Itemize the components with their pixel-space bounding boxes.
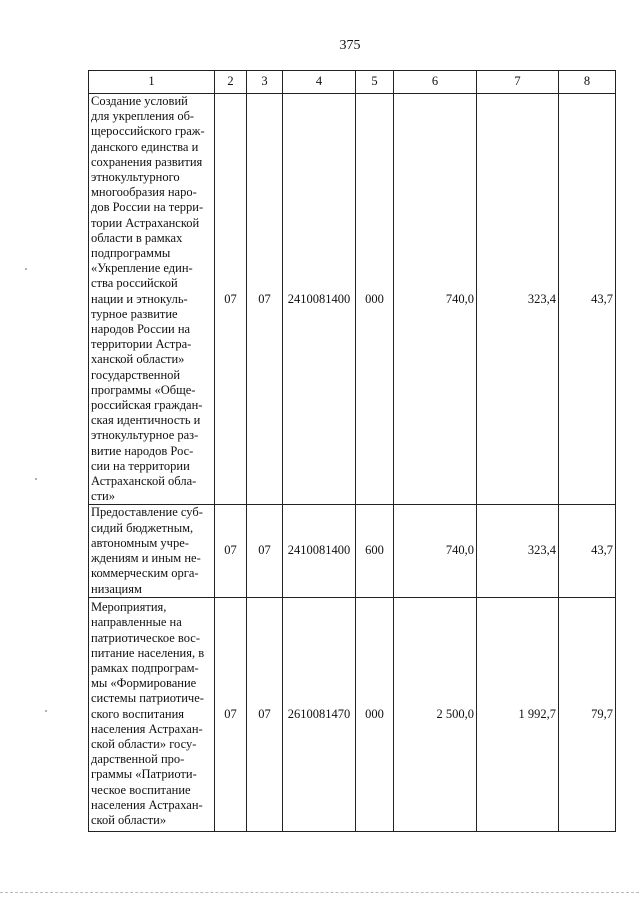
row-name-line: нации и этнокуль- (91, 291, 188, 306)
percent-cell: 43,7 (559, 505, 616, 597)
row-name-line: витие народов Рос- (91, 443, 194, 458)
row-name-cell (89, 94, 215, 505)
section-cell: 07 (215, 505, 247, 597)
scan-speck (25, 268, 27, 270)
table-row (89, 94, 616, 505)
row-name-line: питание населения, в (91, 645, 205, 660)
row-name-line: ческое воспитание (91, 782, 191, 797)
row-name-line: ской области» госу- (91, 737, 197, 751)
row-name-line: Астраханской обла- (91, 474, 197, 489)
section-cell: 07 (215, 597, 247, 831)
row-name-line: направленные на (91, 615, 182, 630)
expense-type-cell: 000 (356, 94, 394, 505)
row-name-line: автономным учре- (91, 535, 189, 550)
scan-speck (35, 478, 37, 480)
row-name-line: сидий бюджетным, (91, 520, 194, 535)
row-name-line: Создание условий (91, 94, 188, 108)
row-name-line: дов России на терри- (91, 200, 204, 215)
row-name-line: населения Астрахан- (91, 797, 203, 812)
value-cell: 2 500,0 (394, 597, 477, 831)
row-name-line: системы патриотиче- (91, 691, 204, 706)
table-row (89, 505, 616, 597)
row-name-line: «Укрепление един- (91, 261, 193, 276)
row-name-line: граммы «Патриоти- (91, 767, 197, 782)
row-name-line: сти» (91, 489, 115, 504)
subsection-cell: 07 (247, 505, 283, 597)
percent-cell: 79,7 (559, 597, 616, 831)
header-cell: 4 (283, 71, 356, 94)
target-article-cell: 2410081400 (283, 94, 356, 505)
header-cell: 3 (247, 71, 283, 94)
row-name-line: этнокультурного (91, 170, 180, 185)
row-name-line: коммерческим орга- (91, 566, 199, 581)
row-name-line: государственной (91, 367, 181, 382)
row-name-line: ства российской (91, 276, 178, 291)
header-cell: 6 (394, 71, 477, 94)
row-name-line: ского воспитания (91, 706, 185, 721)
row-name-cell (89, 597, 215, 831)
value-cell: 323,4 (477, 505, 559, 597)
scan-speck (45, 710, 47, 712)
row-name-line: турное развитие (91, 306, 178, 321)
row-name-line: подпрограммы (91, 246, 171, 261)
row-name-line: программы «Обще- (91, 382, 196, 397)
row-name-line: многообразия наро- (91, 185, 197, 200)
row-name-line: ская идентичность и (91, 413, 201, 428)
subsection-cell: 07 (247, 597, 283, 831)
section-cell: 07 (215, 94, 247, 505)
value-cell: 740,0 (394, 505, 477, 597)
row-name-line: дарственной про- (91, 752, 185, 767)
row-name-line: тории Астраханской (91, 215, 200, 230)
row-name-line: мы «Формирование (91, 676, 197, 691)
row-name-cell (89, 505, 215, 597)
header-cell: 5 (356, 71, 394, 94)
percent-cell: 43,7 (559, 94, 616, 505)
row-name-line: ской области» (91, 813, 167, 828)
row-name-line: народов России на (91, 322, 191, 337)
budget-table (88, 70, 616, 832)
value-cell: 1 992,7 (477, 597, 559, 831)
row-name-line: рамках подпрограм- (91, 660, 199, 675)
row-name-line: патриотическое вос- (91, 630, 201, 645)
scan-edge-line (0, 892, 639, 893)
row-name-line: области в рамках (91, 230, 183, 245)
value-cell: 740,0 (394, 94, 477, 505)
row-name-line: ждениям и иным не- (91, 551, 201, 566)
expense-type-cell: 000 (356, 597, 394, 831)
row-name-line: территории Астра- (91, 337, 192, 352)
row-name-line: российская граждан- (91, 398, 203, 413)
header-cell: 1 (89, 71, 215, 94)
row-name-line: низациям (91, 581, 142, 596)
table-row (89, 597, 616, 831)
row-name-line: Мероприятия, (91, 600, 167, 615)
header-cell: 8 (559, 71, 616, 94)
header-cell: 7 (477, 71, 559, 94)
row-name-line: этнокультурное раз- (91, 428, 199, 443)
row-name-line: населения Астрахан- (91, 721, 203, 736)
row-name-line: сии на территории (91, 458, 190, 473)
header-row (89, 71, 616, 94)
header-cell: 2 (215, 71, 247, 94)
row-name-line: щероссийского граж- (91, 124, 205, 139)
row-name-line: ханской области» (91, 352, 185, 367)
target-article-cell: 2410081400 (283, 505, 356, 597)
target-article-cell: 2610081470 (283, 597, 356, 831)
expense-type-cell: 600 (356, 505, 394, 597)
row-name-line: для укрепления об- (91, 109, 195, 124)
value-cell: 323,4 (477, 94, 559, 505)
subsection-cell: 07 (247, 94, 283, 505)
page-number: 375 (339, 38, 361, 53)
row-name-line: сохранения развития (91, 154, 203, 169)
row-name-line: Предоставление суб- (91, 505, 203, 520)
row-name-line: данского единства и (91, 139, 199, 154)
